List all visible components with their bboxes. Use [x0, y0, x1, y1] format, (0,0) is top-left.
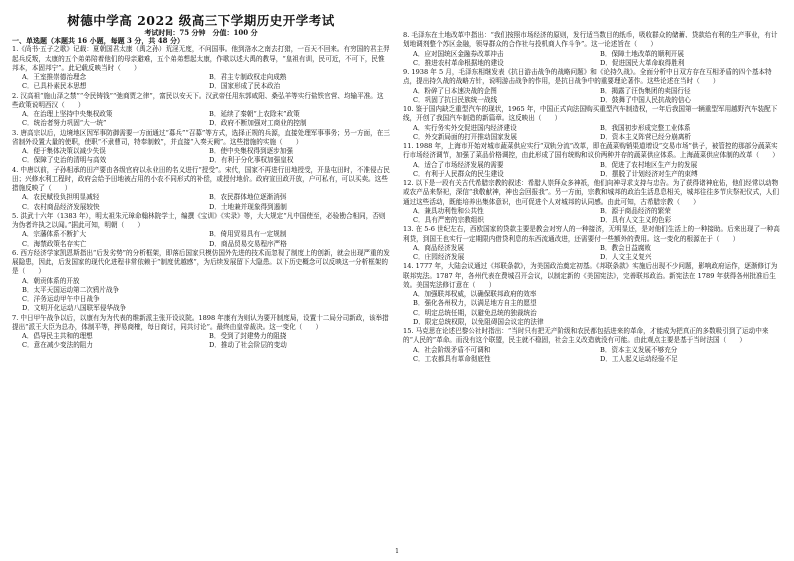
answer-option: A．加强联邦权威，以确保联邦政府的效率 [413, 290, 537, 298]
answer-option: C．具有严密的宗教组织 [413, 216, 484, 224]
answer-option: A．在治理上坚持中央集权政策 [22, 110, 113, 118]
question-item [12, 212, 390, 249]
answer-option: A．王室推崇德治理念 [22, 73, 87, 81]
answer-option: D．摆脱了计划经济对生产的束缚 [600, 169, 698, 178]
answer-option: C．巩固了抗日民族统一战线 [413, 95, 498, 104]
question-stem: 12. 以下是一段有关古代希腊宗教的叙述：希腊人崇拜众多神祇，他们向神寻求支持与忠告。为了获得诸神庇佑，他们经常以动物或农产品来祭祀，深信“我敬献神，神也会回报我”。另一方面，宗教和城邦的政治生活息息相关，城邦往往多节庆祭祀仪式，人们通过这些活动，既能培养出集体意识，也可促进个人对城邦的认同感。由此可知，古希腊宗教（ ） [403, 179, 779, 206]
answer-options [403, 87, 781, 106]
answer-option: D．工人起义运动经验不足 [600, 354, 678, 363]
answer-option: C．明定总统任期，以避免总统的独裁统治 [413, 308, 537, 317]
exam-meta: 考试时间：75 分钟 分值：100 分 [144, 28, 258, 37]
answer-option: B．太平天国运动第二次鸦片战争 [22, 285, 120, 294]
answer-option: C．庄园经济发展 [413, 253, 465, 261]
question-stem: 15. 马克思在论述巴黎公社时指出：“当时只有把无产阶级和农民都包括进来的革命，才能成为把真正的多数吸引到了运动中来的“人民的”革命。而没有这个联盟，民主就不稳固，社会主义改造就没有可能。由此观点主要是基于当时法国（ ） [403, 327, 769, 345]
answer-option: D．有利于分化事权加强皇权 [209, 156, 294, 165]
question-item [403, 179, 781, 225]
right-column [403, 31, 781, 364]
answer-option: A．粉碎了日本速决战的企图 [413, 86, 497, 95]
answer-option: C．工农都具有革命彻底性 [413, 354, 491, 363]
answer-option: B．延续了秦朝“上农除末”政策 [209, 110, 300, 118]
answer-option: B．促进了农村地区生产力的发展 [600, 160, 698, 169]
answer-option: B．受到了封建势力的阻挠 [209, 332, 287, 340]
answer-options [403, 50, 781, 69]
question-stem: 13. 在 5-6 世纪左右，西欧国家的贷款主要是教会对穷人的一种接济，无明显还，是对他们生活上的一种接助。后来出现了一种高利贷，到国王也实行一定期限内借贷利息的东西流通改进，还需要付一些额外的费用。这一变化的根源在于（ ） [403, 225, 780, 243]
answer-option: C．外交新局面的打开推动国家发展 [413, 132, 517, 141]
answer-options [403, 290, 781, 327]
answer-option: D．限定总统权限，以免阻碍国会议定的法律 [413, 317, 544, 326]
question-stem: 2. 汉高祖“施山泽之禁”“令民铸钱”“弛商贾之律”，富民以安天下。汉武帝任用东郭咸阳、桑弘羊等实行盐铁官营、均输平准。这些政策说明西汉（ ） [12, 91, 384, 109]
section-heading: 一、单选题（本题共 16 小题，每题 3 分，共 48 分） [12, 36, 184, 45]
answer-option: B．教会日益腐败 [600, 243, 652, 252]
question-stem: 4. 中唐以前，子孙相承的田产要由各级官府以永业田的名义进行“授受”。宋代，国家不再进行田地授受，开垦屯田时，不准侵占民田；兴修水利工程时，政府会给予田地被占用的小农不同形式的补偿，或授付地价。政府宣田政开放，户可私有，可以买卖。这些措施反映了（ ） [12, 165, 390, 192]
answer-option: A．实行务实外交促进国内经济建设 [413, 123, 517, 132]
page-number: 1 [395, 548, 399, 555]
answer-option: B．农民群体地位逐渐消弭 [209, 193, 287, 202]
question-stem: 10. 鉴于国内缺乏重型汽车的现状，1965 年，中国正式向法国购买重型汽车制造权，一年后我国第一辆重型军用越野汽车装配下线，开创了我国汽车制造的新篇章。这反映出（ ） [403, 105, 778, 123]
answer-option: D．商品贸易交易程序严格 [209, 239, 287, 248]
answer-option: A．农民赋役负担明显减轻 [22, 193, 100, 202]
question-item [12, 314, 390, 351]
answer-option: D．文明开化运动八国联军侵华战争 [22, 304, 127, 313]
answer-options [12, 277, 390, 314]
exam-title: 树德中学高 2022 级高三下学期历史开学考试 [67, 13, 335, 28]
question-item [12, 45, 390, 91]
answer-option: A．宗藩体系不断扩大 [22, 230, 87, 239]
answer-option: D．促进国民大革命取得胜利 [600, 58, 685, 67]
answer-option: C．意在减少变法的阻力 [22, 341, 93, 350]
answer-option: D．政府不断加强对工商业的控制 [209, 119, 307, 128]
answer-option: B．强化各州权力，以满足地方自主的愿望 [413, 299, 537, 308]
answer-option: A．商品经济发展 [413, 243, 464, 252]
question-stem: 8. 毛泽东在土地改革中指出：“我们按照市场经济的原则，发行适当数目的纸币，吸收群众的储蓄、贷款给有利的生产事业，有计划地调剂整个苏区金融，领导群众的合作社与投机商人作斗争”。这一论述旨在（ ） [403, 31, 778, 49]
answer-option: C．洋务运动甲午中日战争 [22, 295, 100, 303]
answer-options [12, 230, 390, 249]
answer-options [403, 207, 781, 226]
answer-options [403, 346, 781, 365]
right-question-list [403, 31, 781, 364]
question-item [403, 262, 781, 327]
answer-option: C．海禁政策名存实亡 [22, 239, 87, 248]
answer-option: D．鼓舞了中国人民抗战的信心 [600, 95, 692, 104]
question-item [12, 129, 390, 166]
question-item [12, 249, 390, 314]
answer-option: C．已具朴素民本思想 [22, 82, 87, 91]
answer-option: B．源于商品经济的繁荣 [600, 206, 671, 215]
answer-option: C．推进农村革命根据地的建设 [413, 58, 504, 67]
question-stem: 9. 1938 年 5 月，毛泽东相继发表《抗日游击战争的战略问题》和《论持久战》。全面分析中日双方存在互相矛盾的四个基本特点，提出持久战的战略方针，说明游击战争的作用，是抗日战争中的重要理论著作。这些论述在当时（ ） [403, 68, 772, 86]
answer-option: A．社会阶级矛盾不可调和 [413, 345, 491, 354]
answer-options [403, 124, 781, 143]
answer-option: D．推动了社会阶层的变动 [209, 341, 287, 350]
answer-option: C．有利于人民群众的民生建设 [413, 169, 504, 178]
answer-option: D．人文主义复兴 [600, 253, 652, 261]
question-item [403, 327, 781, 364]
answer-option: C．统治者努力巩固“大一统” [22, 119, 107, 128]
question-item [403, 142, 781, 179]
answer-options [12, 73, 390, 92]
answer-option: B．揭露了汪伪集团的卖国行径 [600, 86, 691, 95]
answer-option: A．朝贡体系的开放 [22, 276, 80, 285]
question-item [403, 225, 781, 262]
answer-option: B．资本主义发展不够充分 [600, 345, 678, 354]
question-stem: 6. 西方经济学家凯恩斯指出“后发劣势”的分析框架，即落后国家只模仿国外先进的技术而忽视了制度上的创新，就会出现严重的发展隐患，因此，后发国家的现代化进程非常依赖于“制度优越感”，为后续发展留下大隐患。以下历史概念可以反映这一分析框架的是（ ） [12, 248, 390, 276]
answer-options [403, 244, 781, 263]
answer-option: D．土地兼并现象得到遏制 [209, 202, 287, 211]
question-item [403, 31, 781, 68]
left-column [12, 36, 390, 351]
answer-option: A．倡导民主共和的理想 [22, 332, 93, 340]
answer-options [12, 193, 390, 212]
question-item [12, 166, 390, 212]
answer-option: C．农村商品经济发展较快 [22, 202, 100, 211]
question-stem: 1.《尚书·五子之歌》记载：夏朝国君太康（禹之孙）荒淫无度，不问国事。他到洛水之南去打猎，一百天不回来。有穷国的君主羿起兵反叛，太康的五个弟弟陪着他们的母亲避难，五个弟弟想起太康，作歌以述大禹的教导，“皇祖有训，民可近，不可下，民惟邦本，本固邦宁”。此记载反映当时（ ） [12, 45, 390, 72]
answer-option: B．我国初步形成完整工业体系 [600, 123, 691, 132]
answer-option: B．保障土地改革的顺利开展 [600, 49, 684, 58]
question-stem: 7. 中日甲午战争以后，以康有为为代表的维新派主张开设议院。1898 年康有为则认为要开制度局，设置十二局分司新政，该举措提出“派王大臣为总办，体制平等，押易商榷，每日商讨，同共讨论”。最终由皇帝裁决。这一变化（ ） [12, 313, 389, 331]
question-stem: 5. 洪武十六年（1383 年），明太祖朱元璋命翰林院学士，编撰《宝训》《实录》等，大大规定“凡中国使至，必验勘合相同，否则为伪者许执之以闻。”据此可知，明朝（ ） [12, 211, 386, 229]
left-question-list [12, 45, 390, 350]
answer-option: A．应对国统区金融券改革冲击 [413, 49, 504, 58]
answer-option: A．便于集体决策以减少失误 [22, 147, 106, 155]
answer-options [403, 161, 781, 180]
answer-options [12, 147, 390, 166]
answer-option: B．使中央集权得到逐步加强 [209, 147, 293, 155]
question-stem: 3. 唐高宗以后，边境地区因军事防御需要一方面通过“募兵”“召募”等方式，选择正规的兵源，直接处理军事事务；另一方面，在三省制外设置大量的使职，使职“不隶曹司，特奉制敕”，并直接“入奏天阙”。这些措施的实施（ ） [12, 128, 390, 146]
answer-options [12, 110, 390, 129]
answer-option: D．国家形成了民本政治 [209, 82, 281, 91]
answer-option: B．倚用贸易具有一定规制 [209, 230, 287, 239]
question-item [403, 105, 781, 142]
question-stem: 11. 1988 年，上海市开始对城市蔬菜供应实行“双轨分流”改革，即在蔬菜购销渠道增设“交易市场”供子，被管控的那部分蔬菜实行市场经济调节，加强了菜品价格调控，由此形成了国有统购和议价两种并存的蔬菜供应体系。上海蔬菜供应体制的改革（ ） [403, 142, 779, 160]
question-item [403, 68, 781, 105]
question-stem: 14. 1777 年，大陆会议通过《邦联条款》，为美国政治奠定初基。《邦联条款》实施后出现不少问题，影响政府运作，逐渐修订为联邦宪法。1787 年，各州代表在费城召开会议，以制定新的《美国宪法》，完善联邦政治。新宪法在 1789 年获得各州批准后生效。美国宪法修订意在（ ） [403, 262, 778, 289]
answer-option: D．具有人文主义的色彩 [600, 216, 672, 224]
answer-option: C．保障了史治的清明与高效 [22, 156, 107, 165]
answer-option: A．兼具功利性和公共性 [413, 206, 484, 215]
question-item [12, 92, 390, 129]
answer-option: A．适合了市场经济发展的需要 [413, 160, 504, 169]
answer-options [12, 332, 390, 351]
answer-option: D．资本主义阵营已经分崩离析 [600, 132, 692, 141]
answer-option: B．君主专制政权走向成熟 [209, 73, 287, 81]
